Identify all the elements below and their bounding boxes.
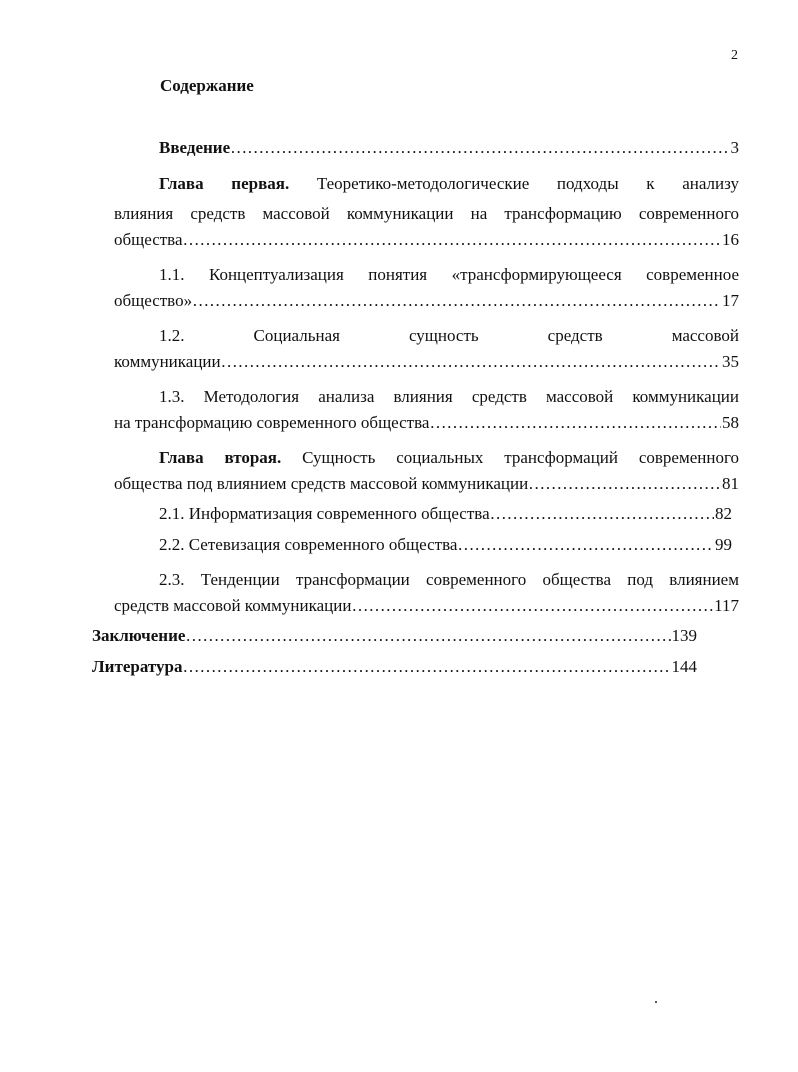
toc-entry-chapter-1[interactable] bbox=[114, 169, 739, 261]
toc-entry-intro[interactable] bbox=[114, 138, 739, 169]
toc-page-number: 144 bbox=[671, 656, 697, 676]
toc-page-number: 99 bbox=[715, 534, 732, 554]
toc-title: 2.1. Информатизация современного общества bbox=[159, 504, 490, 523]
leader-dots bbox=[183, 230, 721, 250]
toc-page-number: 3 bbox=[730, 138, 739, 157]
toc-title-line: коммуникации bbox=[114, 351, 221, 371]
table-of-contents bbox=[92, 138, 740, 687]
leader-dots bbox=[429, 413, 721, 433]
toc-page-number: 35 bbox=[722, 351, 739, 371]
toc-title-line: 1.1. Концептуализация понятия «трансформирующееся современное bbox=[159, 265, 739, 284]
toc-page-number: 58 bbox=[722, 412, 739, 432]
page-number: 2 bbox=[731, 48, 738, 63]
toc-page-number: 16 bbox=[722, 229, 739, 249]
leader-dots bbox=[192, 291, 721, 311]
chapter-label: Глава вторая. bbox=[159, 448, 282, 467]
toc-title-line: общества под влиянием средств массовой коммуникации bbox=[114, 473, 529, 493]
toc-entry-conclusion[interactable] bbox=[92, 626, 739, 657]
toc-page-number: 17 bbox=[722, 290, 739, 310]
toc-page-number: 139 bbox=[671, 626, 697, 645]
toc-entry-2-2[interactable] bbox=[114, 535, 739, 566]
leader-dots bbox=[230, 138, 729, 158]
leader-dots bbox=[490, 504, 714, 524]
toc-page-number: 117 bbox=[714, 595, 739, 615]
toc-title-line: 1.3. Методология анализа влияния средств массовой коммуникации bbox=[159, 387, 739, 406]
toc-page-number: 81 bbox=[722, 473, 739, 493]
leader-dots bbox=[182, 657, 670, 677]
toc-title-line: на трансформацию современного общества bbox=[114, 412, 430, 432]
page-title: Содержание bbox=[160, 76, 254, 95]
leader-dots bbox=[221, 352, 721, 372]
toc-title-line: общества bbox=[114, 229, 183, 249]
toc-entry-1-2[interactable] bbox=[114, 321, 739, 382]
toc-page-number: 82 bbox=[715, 504, 732, 523]
toc-entry-literature[interactable] bbox=[92, 656, 739, 688]
toc-title-line: 1.2. Социальная сущность средств массовой bbox=[159, 326, 739, 345]
chapter-label: Глава первая. bbox=[159, 173, 290, 193]
toc-title-line: Сущность социальных трансформаций современного bbox=[302, 448, 739, 467]
toc-entry-2-3[interactable] bbox=[114, 565, 739, 626]
leader-dots bbox=[351, 596, 713, 616]
toc-title-line: общество» bbox=[114, 290, 193, 310]
toc-entry-2-1[interactable] bbox=[114, 504, 739, 535]
toc-title: Заключение bbox=[92, 626, 186, 645]
toc-entry-chapter-2[interactable] bbox=[114, 443, 739, 504]
toc-entry-1-1[interactable] bbox=[114, 260, 739, 321]
leader-dots bbox=[528, 474, 721, 494]
scan-speck bbox=[655, 1001, 657, 1003]
toc-title: Введение bbox=[159, 138, 231, 157]
toc-title-line: Теоретико-методологические подходы к анализу bbox=[316, 173, 740, 193]
leader-dots bbox=[185, 626, 670, 646]
toc-title: Литература bbox=[92, 656, 183, 676]
leader-dots bbox=[457, 535, 714, 555]
toc-title-line: 2.3. Тенденции трансформации современного общества под влиянием bbox=[159, 570, 739, 589]
toc-title-line: влияния средств массовой коммуникации на трансформацию современного bbox=[114, 204, 739, 223]
toc-title-line: средств массовой коммуникации bbox=[114, 595, 352, 615]
toc-entry-1-3[interactable] bbox=[114, 382, 739, 443]
toc-title: 2.2. Сетевизация современного общества bbox=[159, 534, 458, 554]
